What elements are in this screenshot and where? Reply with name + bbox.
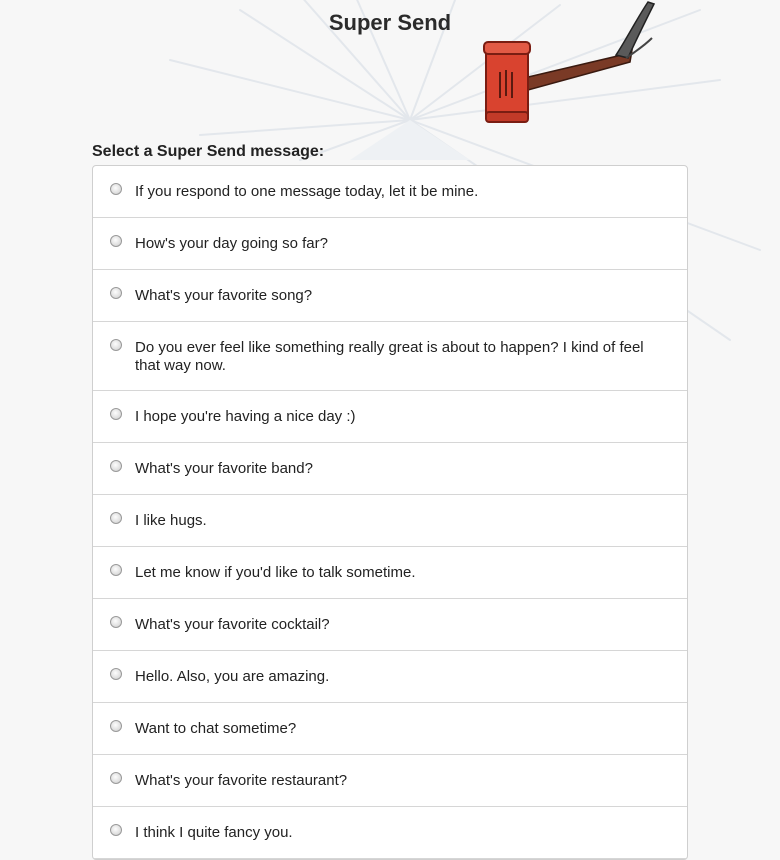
message-option-label: What's your favorite song? — [135, 287, 313, 304]
message-option[interactable] — [93, 218, 687, 270]
message-option[interactable] — [93, 270, 687, 322]
message-option-label: I hope you're having a nice day :) — [135, 408, 356, 425]
radio-button[interactable] — [110, 616, 122, 628]
message-option[interactable] — [93, 807, 687, 859]
message-option[interactable] — [93, 166, 687, 218]
radio-button[interactable] — [110, 824, 122, 836]
radio-button[interactable] — [110, 564, 122, 576]
message-option[interactable] — [93, 443, 687, 495]
message-option[interactable] — [93, 755, 687, 807]
message-option-label: Hello. Also, you are amazing. — [135, 668, 330, 685]
radio-button[interactable] — [110, 287, 122, 299]
message-option-label: If you respond to one message today, let it be mine. — [135, 183, 479, 200]
message-options-list — [92, 165, 688, 860]
message-option[interactable] — [93, 495, 687, 547]
radio-button[interactable] — [110, 512, 122, 524]
message-option-label: Do you ever feel like something really great is about to happen? I kind of feel that way now. — [135, 339, 644, 374]
radio-button[interactable] — [110, 460, 122, 472]
message-option[interactable] — [93, 322, 687, 391]
radio-button[interactable] — [110, 408, 122, 420]
radio-button[interactable] — [110, 235, 122, 247]
message-option[interactable] — [93, 703, 687, 755]
message-option-label: I think I quite fancy you. — [135, 824, 293, 841]
radio-button[interactable] — [110, 720, 122, 732]
message-option-label: What's your favorite band? — [135, 460, 313, 477]
message-option-label: How's your day going so far? — [135, 235, 328, 252]
message-option[interactable] — [93, 547, 687, 599]
select-message-label: Select a Super Send message: — [92, 143, 325, 160]
message-option-label: Let me know if you'd like to talk sometime. — [135, 564, 416, 581]
message-option-label: What's your favorite restaurant? — [135, 772, 348, 789]
message-option[interactable] — [93, 599, 687, 651]
message-option-label: What's your favorite cocktail? — [135, 616, 330, 633]
radio-button[interactable] — [110, 668, 122, 680]
message-option[interactable] — [93, 651, 687, 703]
page-title: Super Send — [328, 10, 452, 35]
radio-button[interactable] — [110, 772, 122, 784]
hammer-icon — [476, 0, 666, 128]
message-option-label: I like hugs. — [135, 512, 207, 529]
radio-button[interactable] — [110, 339, 122, 351]
message-option-label: Want to chat sometime? — [135, 720, 297, 737]
message-option[interactable] — [93, 391, 687, 443]
radio-button[interactable] — [110, 183, 122, 195]
